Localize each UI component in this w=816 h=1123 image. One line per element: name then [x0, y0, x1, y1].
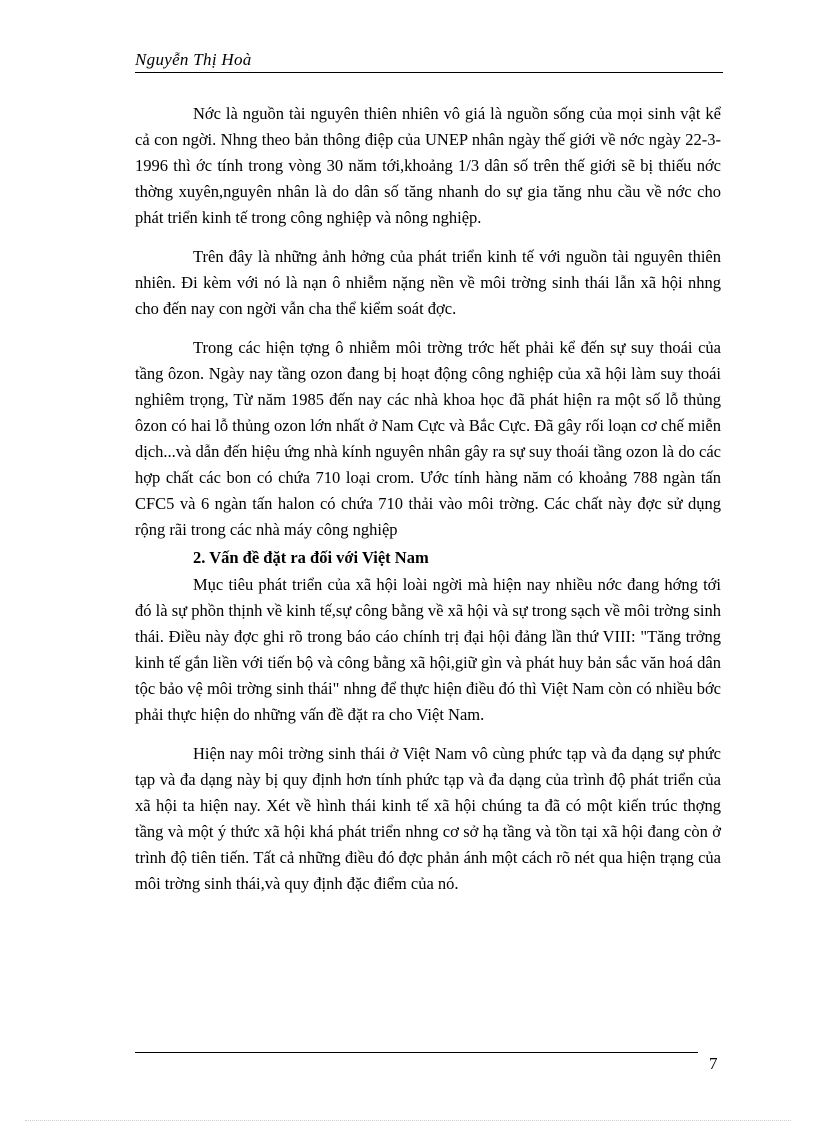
page-boundary: [25, 1120, 791, 1121]
paragraph: Nớc là nguồn tài nguyên thiên nhiên vô giá là nguồn sống của mọi sinh vật kể cả con ngời. Nhng theo bản thông điệp của UNEP nhân ngày thế giới về nớc ngày 22-3-1996 thì ớc tính trong vòng 30 năm tới,khoảng 1/3 dân số trên thế giới sẽ bị thiếu nớc thờng xuyên,nguyên nhân là do dân số tăng nhanh do sự gia tăng nhu cầu về nớc cho phát triển kinh tế trong công nghiệp và nông nghiệp.: [135, 104, 721, 227]
paragraph: Mục tiêu phát triển của xã hội loài ngời mà hiện nay nhiều nớc đang hớng tới đó là sự phồn thịnh về kinh tế,sự công bằng về xã hội và sự trong sạch về môi trờng sinh thái. Điều này đợc ghi rõ trong báo cáo chính trị đại hội đảng lần thứ VIII: "Tăng trởng kinh tế gắn liền với tiến bộ và công bằng xã hội,giữ gìn và phát huy bản sắc văn hoá dân tộc bảo vệ môi trờng sinh thái" nhng để thực hiện điều đó thì Việt Nam còn có nhiều bớc phải thực hiện do những vấn đề đặt ra cho Việt Nam.: [135, 575, 721, 724]
paragraph: Hiện nay môi trờng sinh thái ở Việt Nam vô cùng phức tạp và đa dạng sự phức tạp và đa dạng này bị quy định hơn tính phức tạp và đa dạng của trình độ phát triển của xã hội ta hiện nay. Xét về hình thái kinh tế xã hội chúng ta đã có một kiến trúc thợng tầng và một ý thức xã hội khá phát triển nhng cơ sở hạ tầng và tồn tại xã hội đang còn ở trình độ tiên tiến. Tất cả những điều đó đợc phản ánh một cách rõ nét qua hiện trạng của môi trờng sinh thái,và quy định đặc điểm của nó.: [135, 744, 721, 893]
page-header: [135, 48, 723, 73]
page-number: 7: [709, 1054, 718, 1073]
document-body: [135, 101, 721, 910]
footer-divider: [135, 1052, 698, 1053]
header-author: Nguyễn Thị Hoà: [135, 50, 252, 69]
section-heading: 2. Vấn đề đặt ra đối với Việt Nam: [193, 548, 429, 567]
paragraph: Trên đây là những ảnh hởng của phát triển kinh tế với nguồn tài nguyên thiên nhiên. Đi kèm với nó là nạn ô nhiễm nặng nền về môi trờng sinh thái lẫn xã hội nhng cho đến nay con ngời vẫn cha thể kiểm soát đợc.: [135, 247, 721, 318]
paragraph: Trong các hiện tợng ô nhiễm môi trờng trớc hết phải kể đến sự suy thoái của tầng ôzon. Ngày nay tầng ozon đang bị hoạt động công nghiệp của xã hội làm suy thoái nghiêm trọng, Từ năm 1985 đến nay các nhà khoa học đã phát hiện ra một số lỗ thủng ôzon có hai lỗ thủng ozon lớn nhất ở Nam Cực và Bắc Cực. Đã gây rối loạn cơ chế miễn dịch...và dẫn đến hiệu ứng nhà kính nguyên nhân gây ra sự suy thoái tầng ozon là do các hợp chất các bon có chứa 710 loại crom. Ước tính hàng năm có khoảng 788 ngàn tấn CFC5 và 6 ngàn tấn halon có chứa 710 thải vào môi trờng. Các chất này đợc sử dụng rộng rãi trong các nhà máy công nghiệp: [135, 338, 721, 539]
